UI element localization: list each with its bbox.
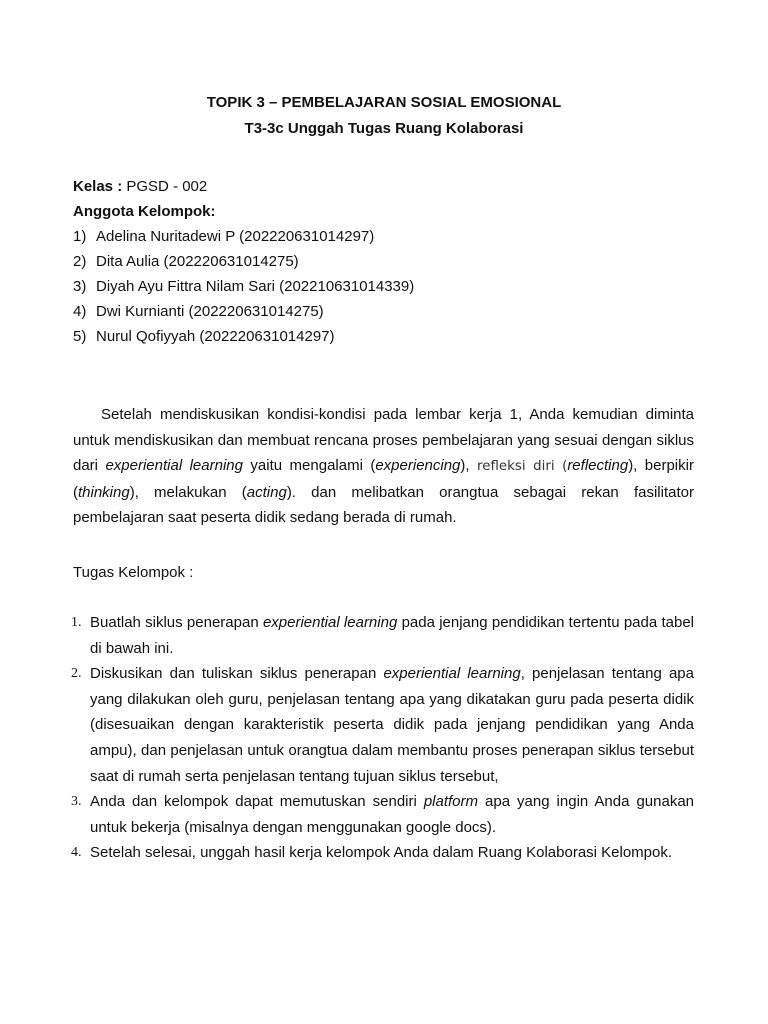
list-item	[73, 253, 414, 278]
class-label: Kelas :	[73, 178, 123, 195]
member-name: Dwi Kurnianti (202220631014275)	[96, 303, 324, 320]
task-text: , penjelasan tentang apa yang dilakukan oleh guru, penjelasan tentang apa yang dikatakan guru pada peserta didik (disesuaikan dengan karakteristik peserta didik pada jenjang pendidikan yang Anda ampu), dan penjelasan untuk orangtua dalam membantu proses penerapan siklus tersebut saat di rumah serta penjelasan tentang tujuan siklus tersebut,	[90, 665, 694, 785]
list-item	[73, 840, 694, 866]
members-heading: Anggota Kelompok:	[73, 203, 216, 220]
task-text: Setelah selesai, unggah hasil kerja kelompok Anda dalam Ruang Kolaborasi Kelompok.	[90, 844, 673, 862]
paragraph-italic: acting	[246, 483, 287, 501]
member-number: 5)	[73, 328, 87, 345]
list-item	[73, 661, 694, 789]
member-name: Adelina Nuritadewi P (202220631014297)	[96, 228, 375, 245]
paragraph-text: refleksi diri (	[477, 459, 568, 475]
paragraph-text: ),	[460, 457, 478, 475]
list-item	[73, 228, 414, 253]
task-number: 2.	[71, 666, 82, 682]
member-name: Nurul Qofiyyah (202220631014297)	[96, 328, 335, 345]
task-number: 1.	[71, 615, 82, 630]
task-italic: platform	[423, 793, 479, 811]
member-name: Dita Aulia (202220631014275)	[96, 253, 299, 270]
class-line	[73, 178, 207, 195]
task-subtitle: T3-3c Unggah Tugas Ruang Kolaborasi	[244, 120, 524, 137]
task-text: Buatlah siklus penerapan	[90, 614, 263, 631]
task-text: pada jenjang pendidikan tertentu pada tabel di bawah ini.	[90, 614, 694, 657]
paragraph-text: Setelah mendiskusikan kondisi-kondisi pada lembar kerja 1, Anda kemudian diminta untuk mendiskusikan dan membuat rencana proses pembelajaran yang sesuai dengan siklus dari	[73, 406, 694, 475]
tasks-list	[73, 610, 694, 866]
paragraph-italic: reflecting	[567, 457, 629, 475]
list-item	[73, 303, 414, 328]
members-list	[73, 228, 414, 353]
list-item	[73, 328, 414, 353]
paragraph-italic: experiencing	[375, 457, 461, 475]
paragraph-text: ), berpikir (	[73, 457, 694, 501]
paragraph-text: ). dan melibatkan orangtua sebagai rekan fasilitator pembelajaran saat peserta didik sedang berada di rumah.	[73, 483, 694, 527]
member-name: Diyah Ayu Fittra Nilam Sari (202210631014339)	[96, 278, 415, 295]
member-number: 2)	[73, 253, 87, 270]
task-italic: experiential learning	[262, 614, 398, 631]
list-item	[73, 789, 694, 840]
topic-title: TOPIK 3 – PEMBELAJARAN SOSIAL EMOSIONAL	[206, 94, 562, 111]
paragraph-italic: experiential learning	[105, 457, 243, 475]
list-item	[73, 278, 414, 303]
member-number: 1)	[73, 228, 87, 245]
member-number: 3)	[73, 278, 87, 295]
paragraph-text: yaitu mengalami (	[242, 457, 376, 475]
task-italic: experiential learning	[383, 665, 521, 683]
paragraph-italic: thinking	[78, 483, 130, 501]
member-number: 4)	[73, 303, 87, 320]
list-item	[73, 610, 694, 661]
instruction-paragraph	[73, 402, 694, 531]
paragraph-text: ), melakukan (	[129, 483, 247, 501]
task-text: Diskusikan dan tuliskan siklus penerapan	[90, 665, 384, 683]
class-value: PGSD - 002	[122, 178, 208, 195]
task-number: 4.	[71, 845, 82, 861]
task-text: apa yang ingin Anda gunakan untuk bekerja (misalnya dengan menggunakan google docs).	[90, 793, 694, 836]
task-text: Anda dan kelompok dapat memutuskan sendiri	[90, 793, 424, 811]
tasks-heading: Tugas Kelompok :	[73, 564, 194, 581]
task-number: 3.	[71, 794, 82, 810]
